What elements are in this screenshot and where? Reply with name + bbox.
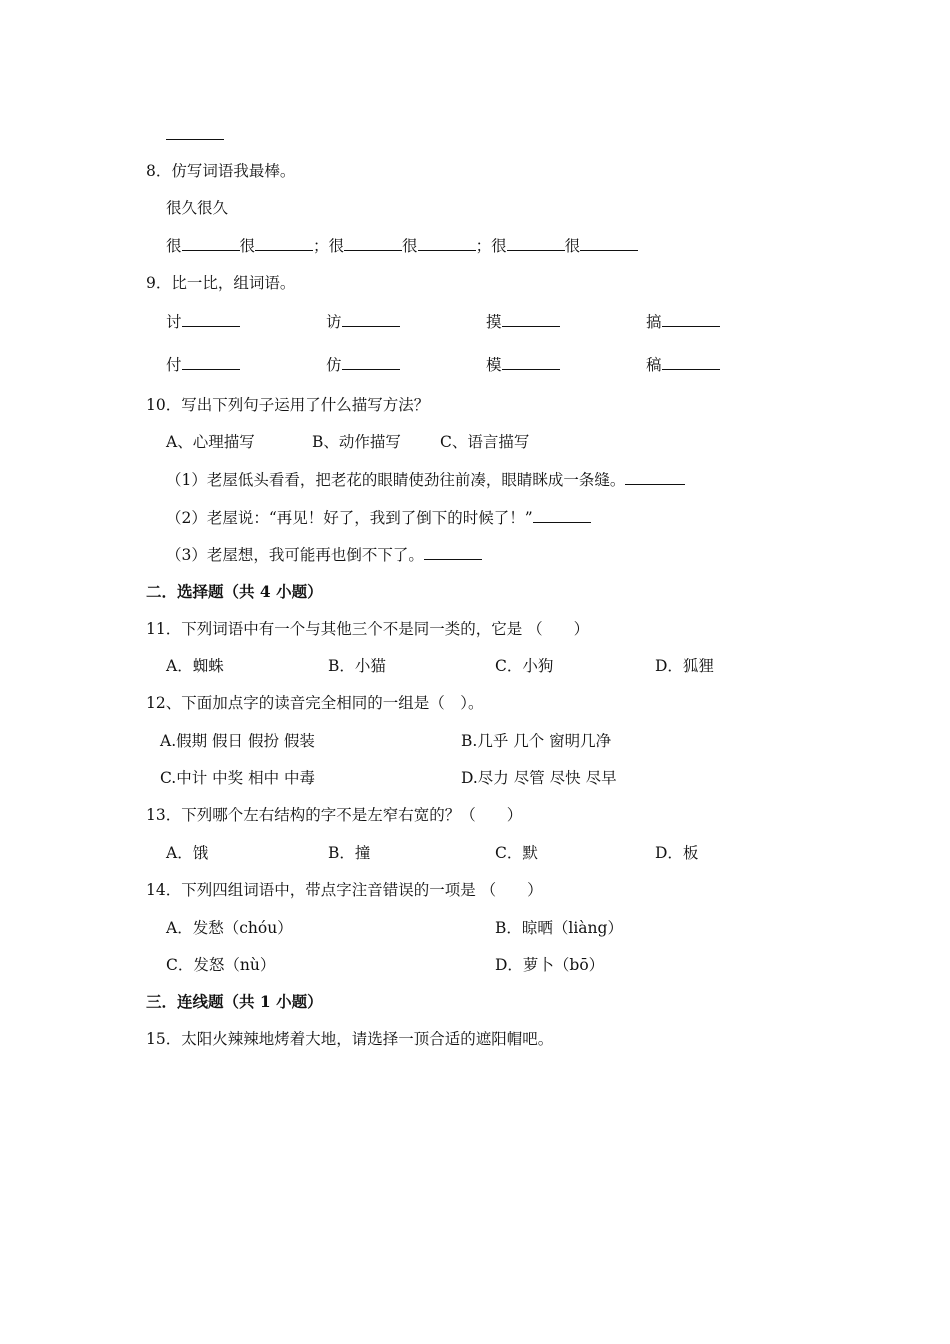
question-8-example: 很久很久	[166, 199, 229, 217]
question-11-stem: 11．下列词语中有一个与其他三个不是同一类的，它是 （ ）	[146, 620, 590, 638]
answer-blank[interactable]	[182, 354, 240, 370]
answer-blank[interactable]	[424, 544, 482, 560]
pattern-char: ；很	[475, 237, 507, 255]
option-b: B．晾晒（liàng）	[495, 919, 623, 937]
option-c: C．小狗	[495, 657, 554, 675]
word-item: 模	[486, 354, 560, 376]
answer-blank[interactable]	[533, 507, 591, 523]
option-d: D．板	[655, 844, 699, 862]
option-a: A．饿	[166, 844, 209, 862]
option-b: B．小猫	[328, 657, 386, 675]
answer-blank[interactable]	[502, 354, 560, 370]
answer-blank[interactable]	[418, 235, 476, 251]
option-b: B、动作描写	[312, 433, 401, 451]
option-c: C.中计 中奖 相中 中毒	[160, 769, 316, 787]
option-d: D．萝卜（bō）	[495, 956, 605, 974]
word-item: 稿	[646, 354, 720, 376]
pattern-char: 很	[564, 237, 581, 255]
sentence-item: （2）老屋说：“再见！好了，我到了倒下的时候了！”	[166, 507, 591, 529]
sentence-item: （3）老屋想，我可能再也倒不下了。	[166, 544, 482, 566]
answer-blank[interactable]	[344, 235, 402, 251]
question-9-stem: 9．比一比，组词语。	[146, 274, 296, 292]
question-12-stem: 12、下面加点字的读音完全相同的一组是（ ）。	[146, 694, 484, 712]
option-c: C．发怒（nù）	[166, 956, 276, 974]
section-heading: 三．连线题（共 1 小题）	[146, 992, 323, 1011]
word-item: 摸	[486, 311, 560, 333]
answer-blank[interactable]	[342, 311, 400, 327]
option-a: A、心理描写	[166, 433, 255, 451]
option-d: D.尽力 尽管 尽快 尽早	[461, 769, 617, 787]
option-a: A．蜘蛛	[166, 657, 224, 675]
option-c: C．默	[495, 844, 538, 862]
answer-blank[interactable]	[342, 354, 400, 370]
question-14-stem: 14．下列四组词语中，带点字注音错误的一项是 （ ）	[146, 881, 543, 899]
word-item: 讨	[166, 311, 240, 333]
answer-blank[interactable]	[662, 354, 720, 370]
word-item: 访	[326, 311, 400, 333]
answer-blank[interactable]	[580, 235, 638, 251]
pattern-char: 很	[402, 237, 418, 255]
word-item: 搞	[646, 311, 720, 333]
word-item: 仿	[326, 354, 400, 376]
question-15-stem: 15．太阳火辣辣地烤着大地，请选择一顶合适的遮阳帽吧。	[146, 1030, 554, 1048]
option-c: C、语言描写	[440, 433, 530, 451]
answer-blank[interactable]	[662, 311, 720, 327]
section-heading: 二．选择题（共 4 小题）	[146, 582, 323, 601]
pattern-char: 很	[239, 237, 256, 255]
answer-blank[interactable]	[507, 235, 565, 251]
answer-blank[interactable]	[182, 235, 240, 251]
pattern-char: 很	[166, 237, 182, 255]
word-item: 付	[166, 354, 240, 376]
question-13-stem: 13．下列哪个左右结构的字不是左窄右宽的？（ ）	[146, 806, 523, 824]
question-10-stem: 10．写出下列句子运用了什么描写方法？	[146, 396, 430, 414]
answer-blank	[166, 124, 224, 146]
option-b: B.几乎 几个 窗明几净	[461, 732, 612, 750]
question-8-stem: 8．仿写词语我最棒。	[146, 162, 296, 180]
option-a: A．发愁（chóu）	[166, 919, 293, 937]
answer-blank[interactable]	[255, 235, 313, 251]
question-8-pattern	[166, 235, 638, 257]
answer-blank[interactable]	[502, 311, 560, 327]
pattern-char: ；很	[313, 237, 345, 255]
answer-blank[interactable]	[182, 311, 240, 327]
sentence-item: （1）老屋低头看看，把老花的眼睛使劲往前凑，眼睛眯成一条缝。	[166, 469, 685, 491]
answer-blank[interactable]	[625, 469, 685, 485]
option-b: B．撞	[328, 844, 371, 862]
option-d: D．狐狸	[655, 657, 714, 675]
option-a: A.假期 假日 假扮 假装	[160, 732, 315, 750]
